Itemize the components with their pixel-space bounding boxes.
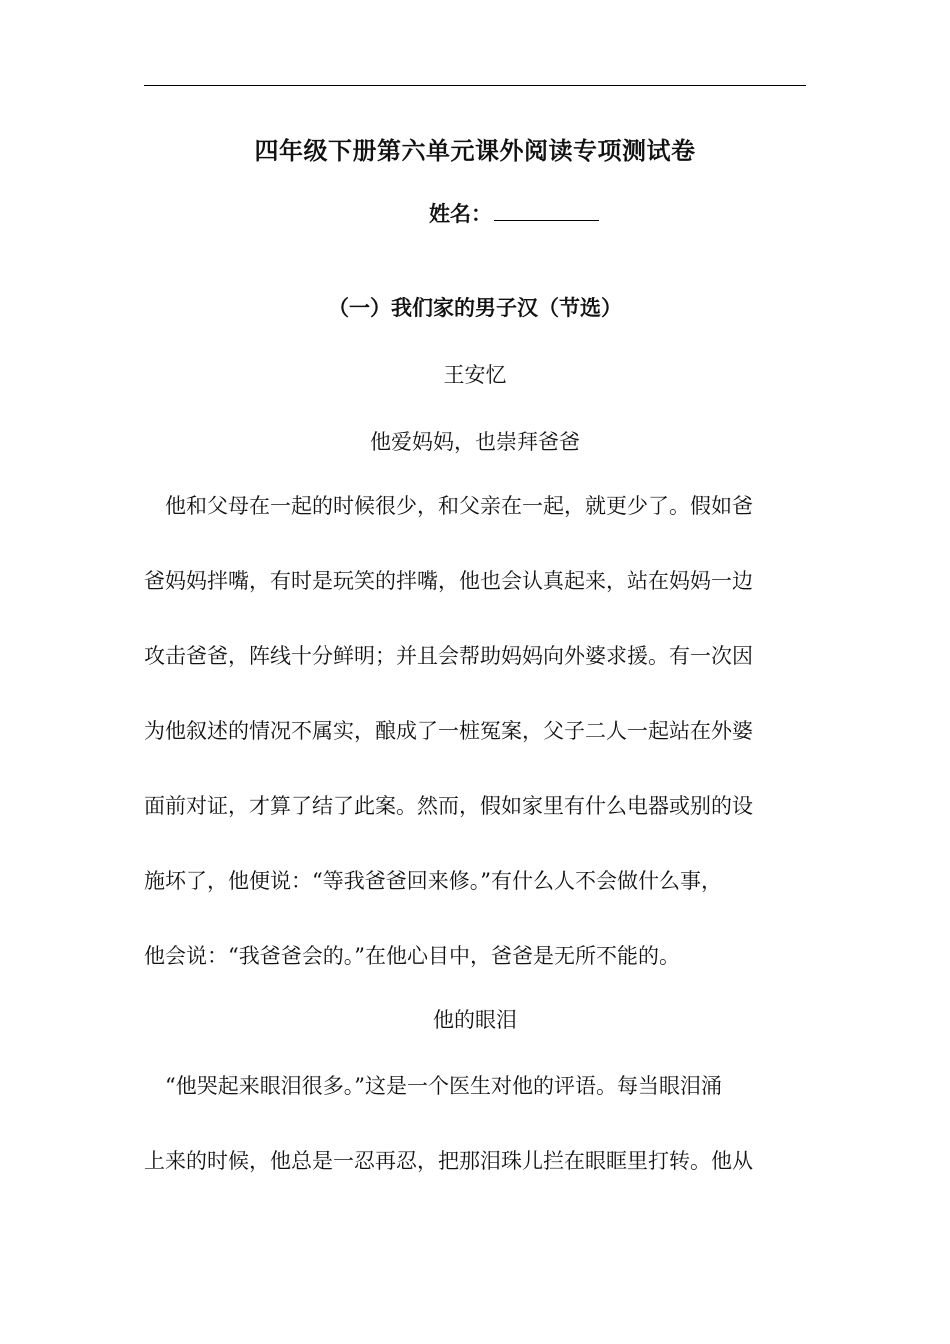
paragraph-line: 他和父母在一起的时候很少，和父亲在一起，就更少了。假如爸 [144, 494, 753, 518]
paragraph-line: 他会说：“我爸爸会的。”在他心目中，爸爸是无所不能的。 [144, 944, 680, 968]
paragraph-line: 爸妈妈拌嘴，有时是玩笑的拌嘴，他也会认真起来，站在妈妈一边 [144, 569, 753, 593]
name-label: 姓名： [429, 201, 492, 226]
paragraph-line: “他哭起来眼泪很多。”这是一个医生对他的评语。每当眼泪涌 [144, 1074, 722, 1098]
subheading-1: 他爱妈妈，也崇拜爸爸 [370, 430, 580, 454]
name-blank-line [494, 198, 599, 221]
paragraph-line: 施坏了，他便说：“等我爸爸回来修。”有什么人不会做什么事， [144, 869, 722, 893]
subheading-2: 他的眼泪 [433, 1008, 517, 1032]
paragraph-line: 攻击爸爸，阵线十分鲜明；并且会帮助妈妈向外婆求援。有一次因 [144, 644, 753, 668]
paragraph-line: 面前对证，才算了结了此案。然而，假如家里有什么电器或别的设 [144, 794, 753, 818]
paragraph-line: 为他叙述的情况不属实，酿成了一桩冤案，父子二人一起站在外婆 [144, 719, 753, 743]
header-rule [144, 85, 806, 86]
paragraph-1 [144, 490, 824, 1015]
paragraph-line: 上来的时候，他总是一忍再忍，把那泪珠儿拦在眼眶里打转。他从 [144, 1149, 753, 1173]
paragraph-2 [144, 1070, 824, 1220]
author: 王安忆 [443, 363, 507, 387]
name-field [429, 198, 599, 230]
page-title: 四年级下册第六单元课外阅读专项测试卷 [254, 136, 696, 165]
section-title: （一）我们家的男子汉（节选） [328, 295, 622, 320]
